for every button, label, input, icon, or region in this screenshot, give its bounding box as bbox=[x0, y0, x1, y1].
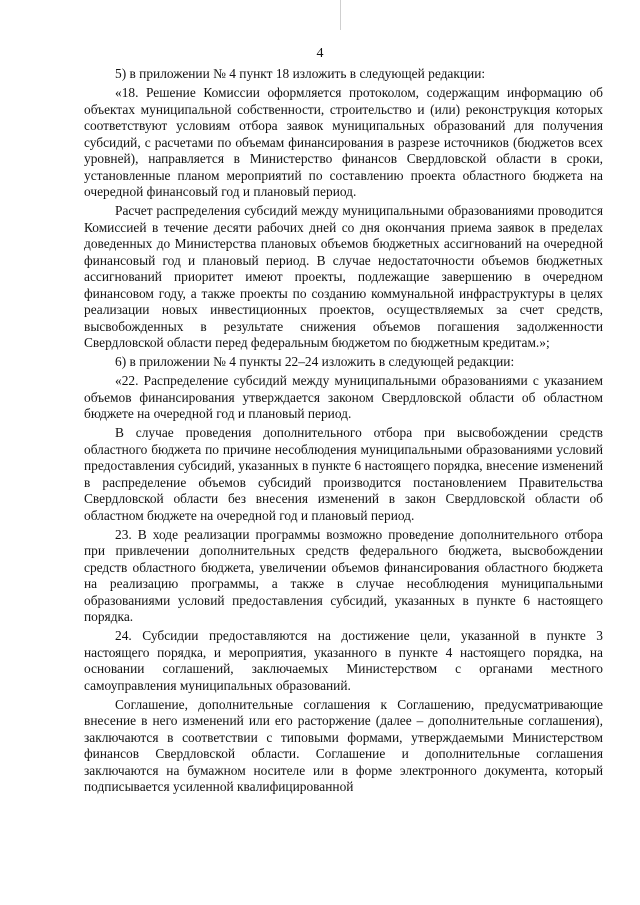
scan-mark bbox=[340, 0, 341, 30]
paragraph-subsidy-calculation: Расчет распределения субсидий между муниципальными образованиями проводится Комиссией в течение десяти рабочих дней со дня окончания приема заявок в пределах доведенных до Министерства плановых объемов бюджетных ассигнований на очередной финансовый год и плановый период. В случае недостаточности объемов бюджетных ассигнований приоритет имеют проекты, подлежащие завершению в очередном финансовом году, а также проекты по созданию коммунальной инфраструктуры в целях реализации новых инвестиционных проектов, осуществляемых за счет средств, высвобожденных в результате снижения объемов погашения задолженности Свердловской области перед федеральным бюджетом по бюджетным кредитам.»; bbox=[84, 203, 603, 350]
paragraph-item-6: 6) в приложении № 4 пункты 22–24 изложить в следующей редакции: bbox=[115, 354, 515, 369]
paragraph-point-23: 23. В ходе реализации программы возможно проведение дополнительного отбора при привлечении дополнительных средств федерального бюджета, высвобождении средств областного бюджета, увеличении объемов финансирования областного бюджета на реализацию программы, а также в случае несоблюдения муниципальными образованиями условий предоставления субсидий, указанных в пункте 6 настоящего порядка. bbox=[84, 526, 603, 624]
paragraph-additional-selection: В случае проведения дополнительного отбора при высвобождении средств областного бюджета по причине несоблюдения муниципальными образованиями условий предоставления субсидий, указанных в пункте 6 настоящего порядка, внесение изменений в распределение объемов субсидий производится постановлением Правительства Свердловской области без внесения изменений в закон Свердловской области об областном бюджете на очередной год и плановый период. bbox=[84, 425, 603, 523]
document-body bbox=[84, 66, 603, 796]
page-number: 4 bbox=[316, 46, 324, 61]
paragraph-agreements: Соглашение, дополнительные соглашения к Соглашению, предусматривающие внесение в него изменений или его расторжение (далее – дополнительные соглашения), заключаются в соответствии с типовыми формами, утверждаемыми Министерством финансов Свердловской области. Соглашение и дополнительные соглашения заключаются на бумажном носителе или в форме электронного документа, который подписывается усиленной квалифицированной bbox=[84, 696, 603, 794]
paragraph-point-22: «22. Распределение субсидий между муниципальными образованиями с указанием объемов финансирования утверждается законом Свердловской области об областном бюджете на очередной год и плановый период. bbox=[84, 373, 603, 421]
paragraph-point-18: «18. Решение Комиссии оформляется протоколом, содержащим информацию об объектах муниципальной собственности, строительство и (или) реконструкция которых соответствуют условиям отбора заявок муниципальных образований для получения субсидий, с расчетами по объемам финансирования в разрезе источников (бюджетов всех уровней), направляется в Министерство финансов Свердловской области в сроки, установленные планом мероприятий по составлению проекта областного бюджета на очередной финансовый год и плановый период. bbox=[84, 85, 603, 199]
paragraph-point-24: 24. Субсидии предоставляются на достижение цели, указанной в пункте 3 настоящего порядка, и мероприятия, указанного в пункте 4 настоящего порядка, на основании соглашений, заключаемых Министерством с органами местного самоуправления муниципальных образований. bbox=[84, 628, 603, 693]
paragraph-item-5: 5) в приложении № 4 пункт 18 изложить в следующей редакции: bbox=[115, 66, 486, 81]
